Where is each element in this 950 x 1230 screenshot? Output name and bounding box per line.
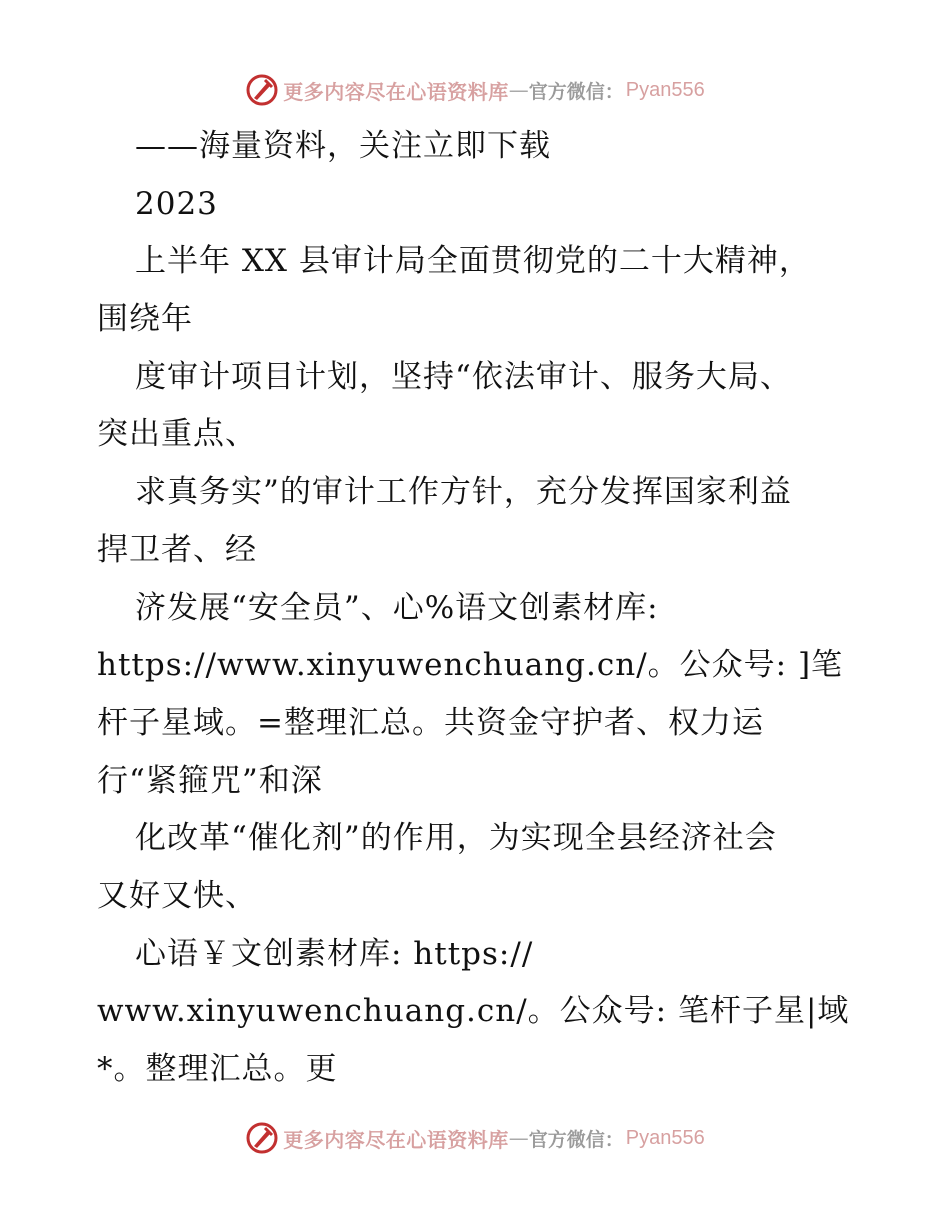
document-line: www.xinyuwenchuang.cn/。公众号: 笔杆子星|域 xyxy=(97,993,850,1030)
document-line: 围绕年 xyxy=(97,301,193,338)
document-line: 求真务实”的审计工作方针，充分发挥国家利益 xyxy=(135,474,792,511)
document-line: 2023 xyxy=(135,185,218,222)
banner-main-text: 更多内容尽在心语资料库 xyxy=(283,1127,509,1152)
banner-wechat-id: Pyan556 xyxy=(625,1126,705,1149)
footer-banner xyxy=(0,1118,950,1158)
document-line: 化改革“催化剂”的作用，为实现全县经济社会 xyxy=(135,820,777,857)
header-banner xyxy=(0,70,950,110)
document-line: ——海量资料，关注立即下载 xyxy=(135,128,551,164)
document-line: https://www.xinyuwenchuang.cn/。公众号: ]笔 xyxy=(97,647,844,684)
banner-separator: — xyxy=(508,1126,529,1150)
document-line: 突出重点、 xyxy=(97,416,257,453)
banner-wechat-label: 官方微信： xyxy=(528,1128,624,1151)
banner-main-text: 更多内容尽在心语资料库 xyxy=(283,79,509,104)
document-line: 捍卫者、经 xyxy=(97,531,257,568)
banner-separator: — xyxy=(508,78,529,102)
banner-wechat-label: 官方微信： xyxy=(528,80,624,103)
document-line: 杆子星域。=整理汇总。共资金守护者、权力运 xyxy=(97,704,764,741)
document-line: 济发展“安全员”、心%语文创素材库: xyxy=(135,589,659,626)
document-line: *。整理汇总。更 xyxy=(97,1051,338,1087)
pen-circle-logo-icon xyxy=(245,73,279,107)
banner-wechat-id: Pyan556 xyxy=(625,78,705,101)
document-line: 度审计项目计划，坚持“依法审计、服务大局、 xyxy=(135,358,792,395)
pen-circle-logo-icon xyxy=(245,1121,279,1155)
document-line: 上半年 XX 县审计局全面贯彻党的二十大精神， xyxy=(135,243,811,280)
document-body xyxy=(97,118,887,1099)
document-line: 心语￥文创素材库: https:// xyxy=(135,935,534,972)
document-line: 行“紧箍咒”和深 xyxy=(97,762,323,799)
document-line: 又好又快、 xyxy=(97,877,257,914)
